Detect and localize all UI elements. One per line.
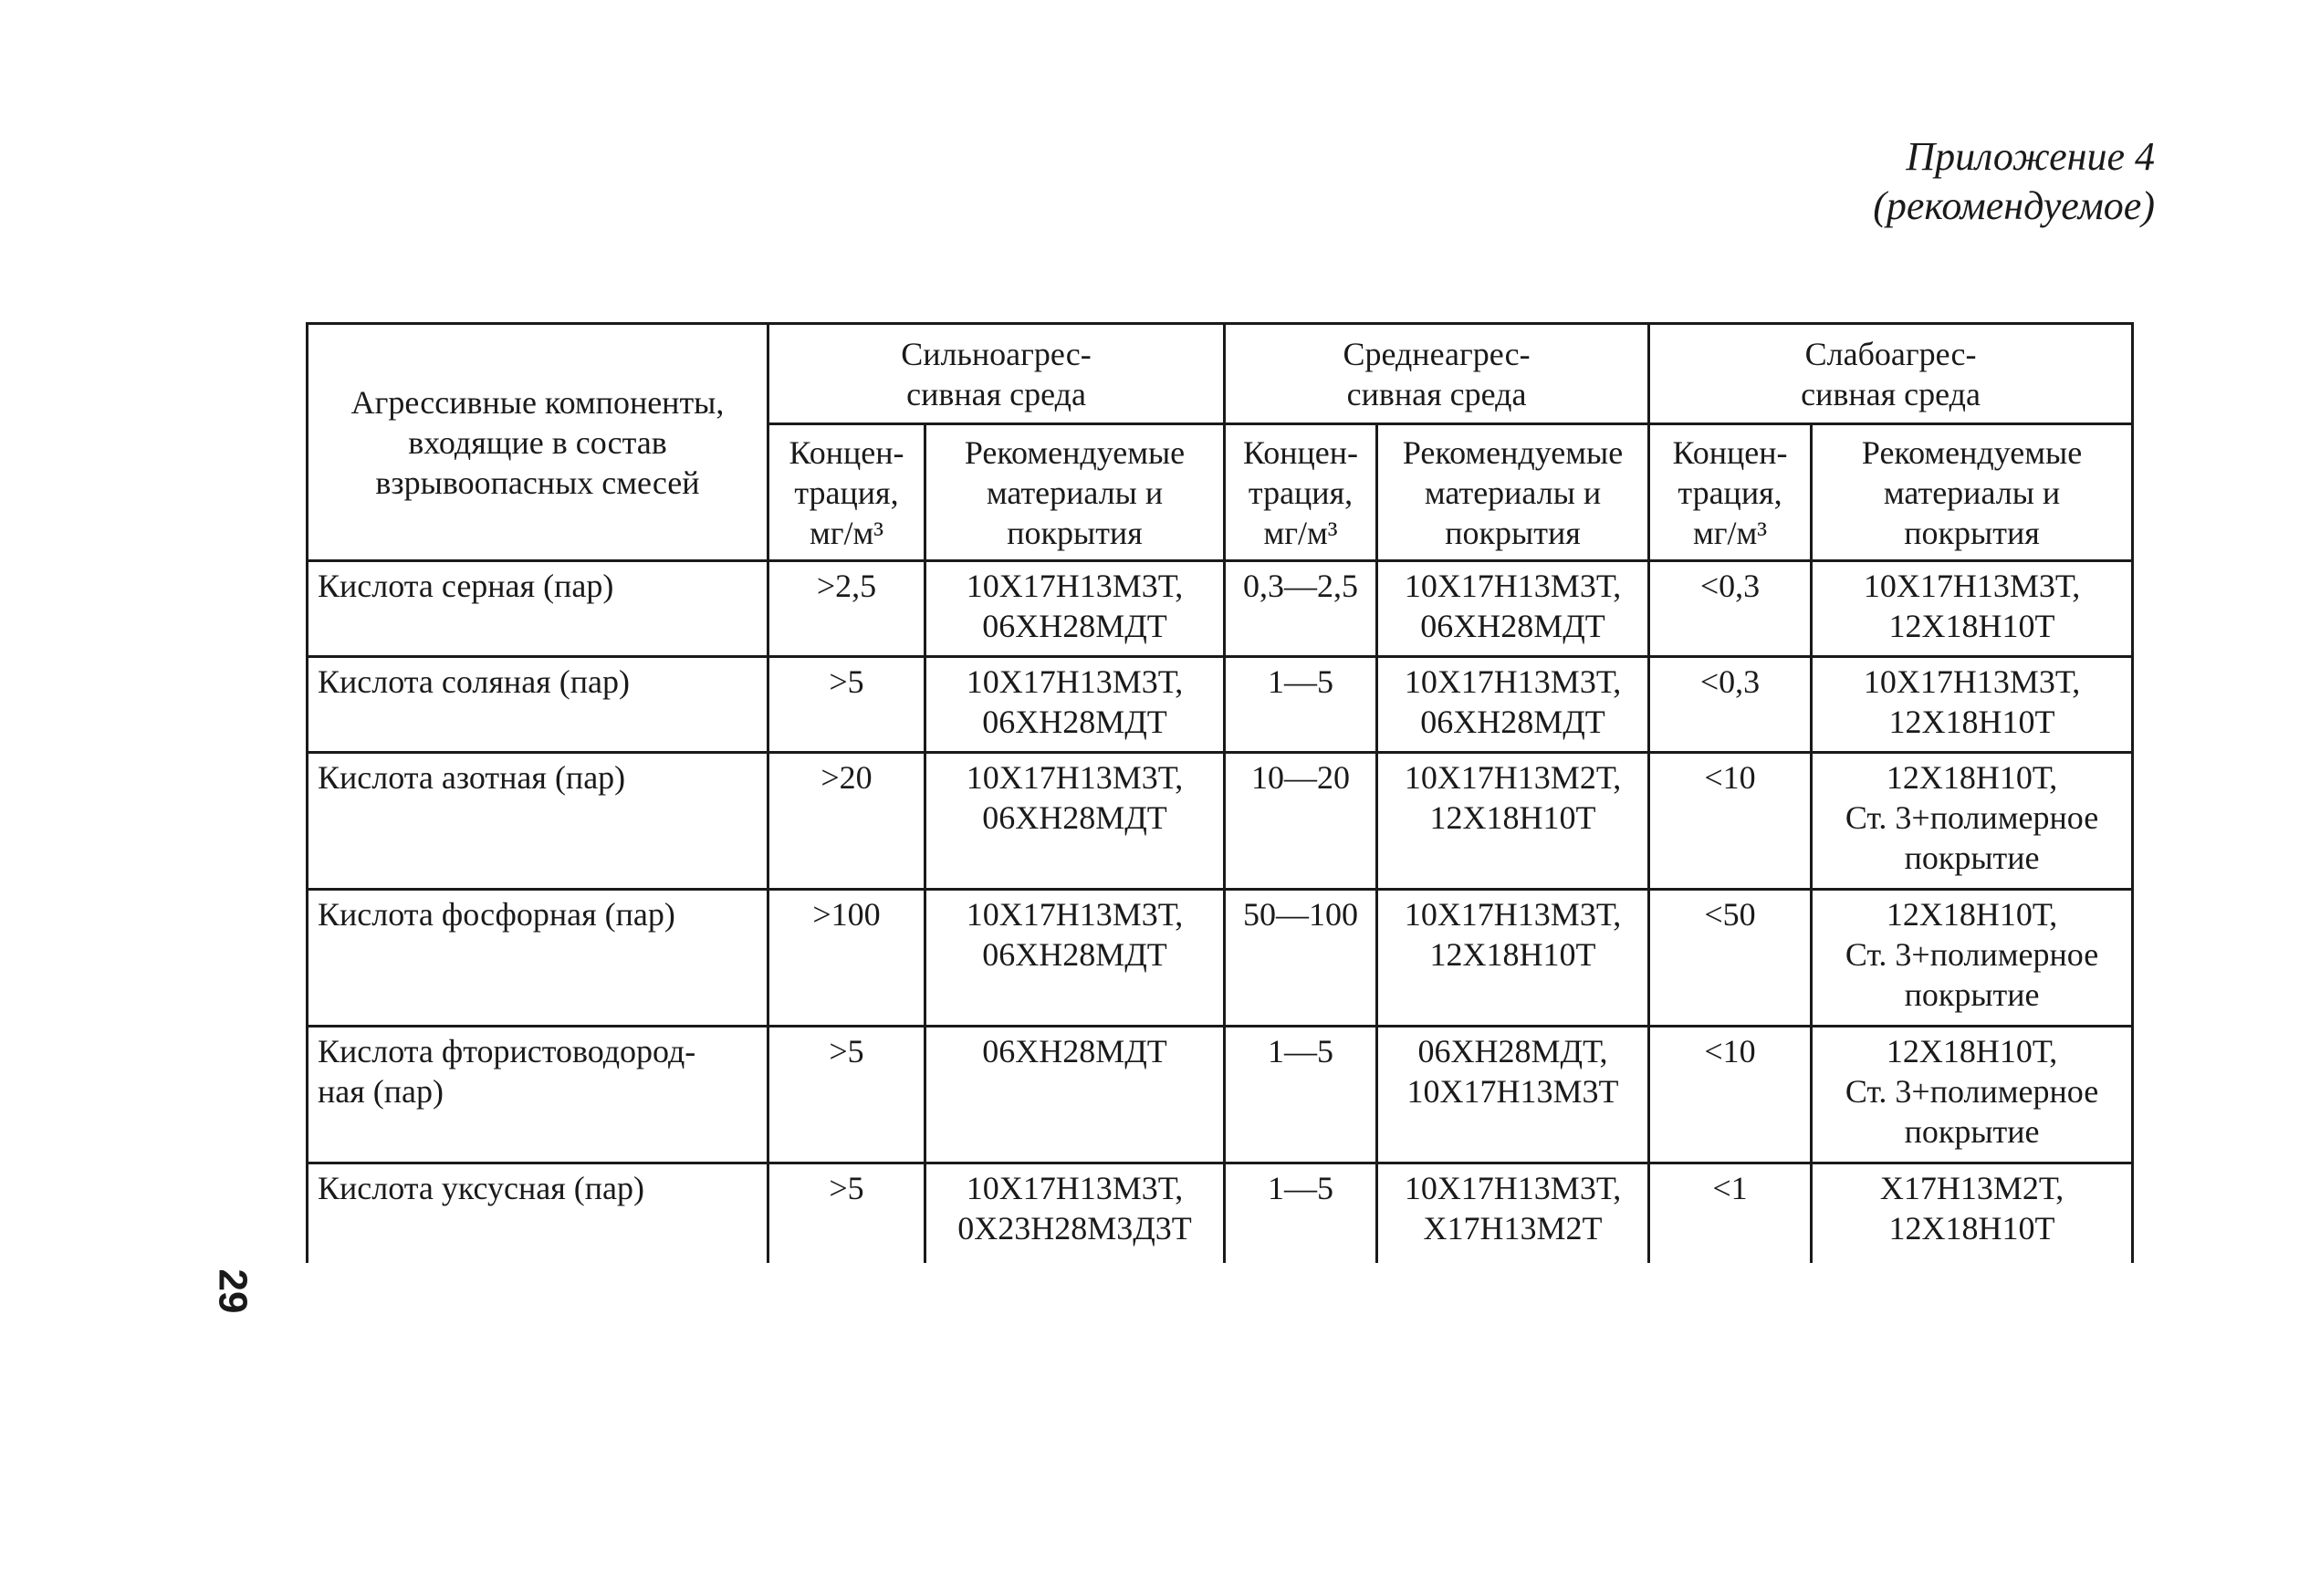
weak-materials: 10Х17Н13М3Т, 12Х18Н10Т	[1812, 561, 2133, 657]
table-row	[308, 1027, 2133, 1163]
component-column-header: Агрессивные компоненты, входящие в состав взрывоопасных смесей	[308, 324, 768, 561]
moderate-materials: 10Х17Н13М3Т, 12Х18Н10Т	[1377, 890, 1649, 1027]
moderate-concentration: 1—5	[1225, 1027, 1377, 1163]
weak-concentration-header: Концен- трация, мг/м³	[1649, 424, 1812, 561]
moderate-materials: 10Х17Н13М2Т, 12Х18Н10Т	[1377, 753, 1649, 890]
strong-concentration: >2,5	[768, 561, 925, 657]
strong-concentration: >5	[768, 657, 925, 753]
materials-table	[306, 322, 2134, 1263]
component-name: Кислота серная (пар)	[308, 561, 768, 657]
appendix-subtitle: (рекомендуемое)	[1873, 183, 2155, 228]
strong-materials: 10Х17Н13М3Т, 06ХН28МДТ	[925, 890, 1225, 1027]
moderate-materials: 10Х17Н13М3Т, 06ХН28МДТ	[1377, 657, 1649, 753]
component-name: Кислота соляная (пар)	[308, 657, 768, 753]
table-row	[308, 753, 2133, 890]
strong-materials: 10Х17Н13М3Т, 06ХН28МДТ	[925, 753, 1225, 890]
moderate-medium-header: Среднеагрес- сивная среда	[1225, 324, 1649, 424]
component-name: Кислота фосфорная (пар)	[308, 890, 768, 1027]
weak-materials: 12Х18Н10Т, Ст. 3+полимерное покрытие	[1812, 753, 2133, 890]
strong-concentration: >5	[768, 1163, 925, 1264]
moderate-materials-header: Рекомендуемые материалы и покрытия	[1377, 424, 1649, 561]
component-name: Кислота уксусная (пар)	[308, 1163, 768, 1264]
weak-concentration: <10	[1649, 1027, 1812, 1163]
table-row	[308, 1163, 2133, 1264]
weak-materials: 12Х18Н10Т, Ст. 3+полимерное покрытие	[1812, 1027, 2133, 1163]
moderate-concentration: 50—100	[1225, 890, 1377, 1027]
weak-materials-header: Рекомендуемые материалы и покрытия	[1812, 424, 2133, 561]
moderate-materials: 10Х17Н13М3Т, 06ХН28МДТ	[1377, 561, 1649, 657]
strong-materials-header: Рекомендуемые материалы и покрытия	[925, 424, 1225, 561]
weak-materials: 10Х17Н13М3Т, 12Х18Н10Т	[1812, 657, 2133, 753]
moderate-concentration: 1—5	[1225, 1163, 1377, 1264]
page-number: 29	[210, 1268, 256, 1314]
table-row	[308, 890, 2133, 1027]
strong-concentration: >100	[768, 890, 925, 1027]
strong-materials: 06ХН28МДТ	[925, 1027, 1225, 1163]
strong-materials: 10Х17Н13М3Т, 06ХН28МДТ	[925, 657, 1225, 753]
weak-materials: 12Х18Н10Т, Ст. 3+полимерное покрытие	[1812, 890, 2133, 1027]
strong-concentration: >20	[768, 753, 925, 890]
moderate-concentration: 1—5	[1225, 657, 1377, 753]
strong-concentration-header: Концен- трация, мг/м³	[768, 424, 925, 561]
weak-materials: Х17Н13М2Т, 12Х18Н10Т	[1812, 1163, 2133, 1264]
weak-concentration: <10	[1649, 753, 1812, 890]
weak-concentration: <1	[1649, 1163, 1812, 1264]
weak-medium-header: Слабоагрес- сивная среда	[1649, 324, 2133, 424]
component-name: Кислота азотная (пар)	[308, 753, 768, 890]
strong-medium-header: Сильноагрес- сивная среда	[768, 324, 1225, 424]
moderate-concentration: 10—20	[1225, 753, 1377, 890]
moderate-concentration: 0,3—2,5	[1225, 561, 1377, 657]
strong-concentration: >5	[768, 1027, 925, 1163]
weak-concentration: <0,3	[1649, 561, 1812, 657]
moderate-concentration-header: Концен- трация, мг/м³	[1225, 424, 1377, 561]
appendix-title: Приложение 4	[1906, 134, 2155, 179]
strong-materials: 10Х17Н13М3Т, 06ХН28МДТ	[925, 561, 1225, 657]
component-name: Кислота фтористоводород- ная (пар)	[308, 1027, 768, 1163]
table-row	[308, 561, 2133, 657]
moderate-materials: 10Х17Н13М3Т, Х17Н13М2Т	[1377, 1163, 1649, 1264]
weak-concentration: <0,3	[1649, 657, 1812, 753]
strong-materials: 10Х17Н13М3Т, 0Х23Н28М3Д3Т	[925, 1163, 1225, 1264]
weak-concentration: <50	[1649, 890, 1812, 1027]
appendix-heading	[1873, 132, 2155, 231]
moderate-materials: 06ХН28МДТ, 10Х17Н13М3Т	[1377, 1027, 1649, 1163]
table-row	[308, 657, 2133, 753]
